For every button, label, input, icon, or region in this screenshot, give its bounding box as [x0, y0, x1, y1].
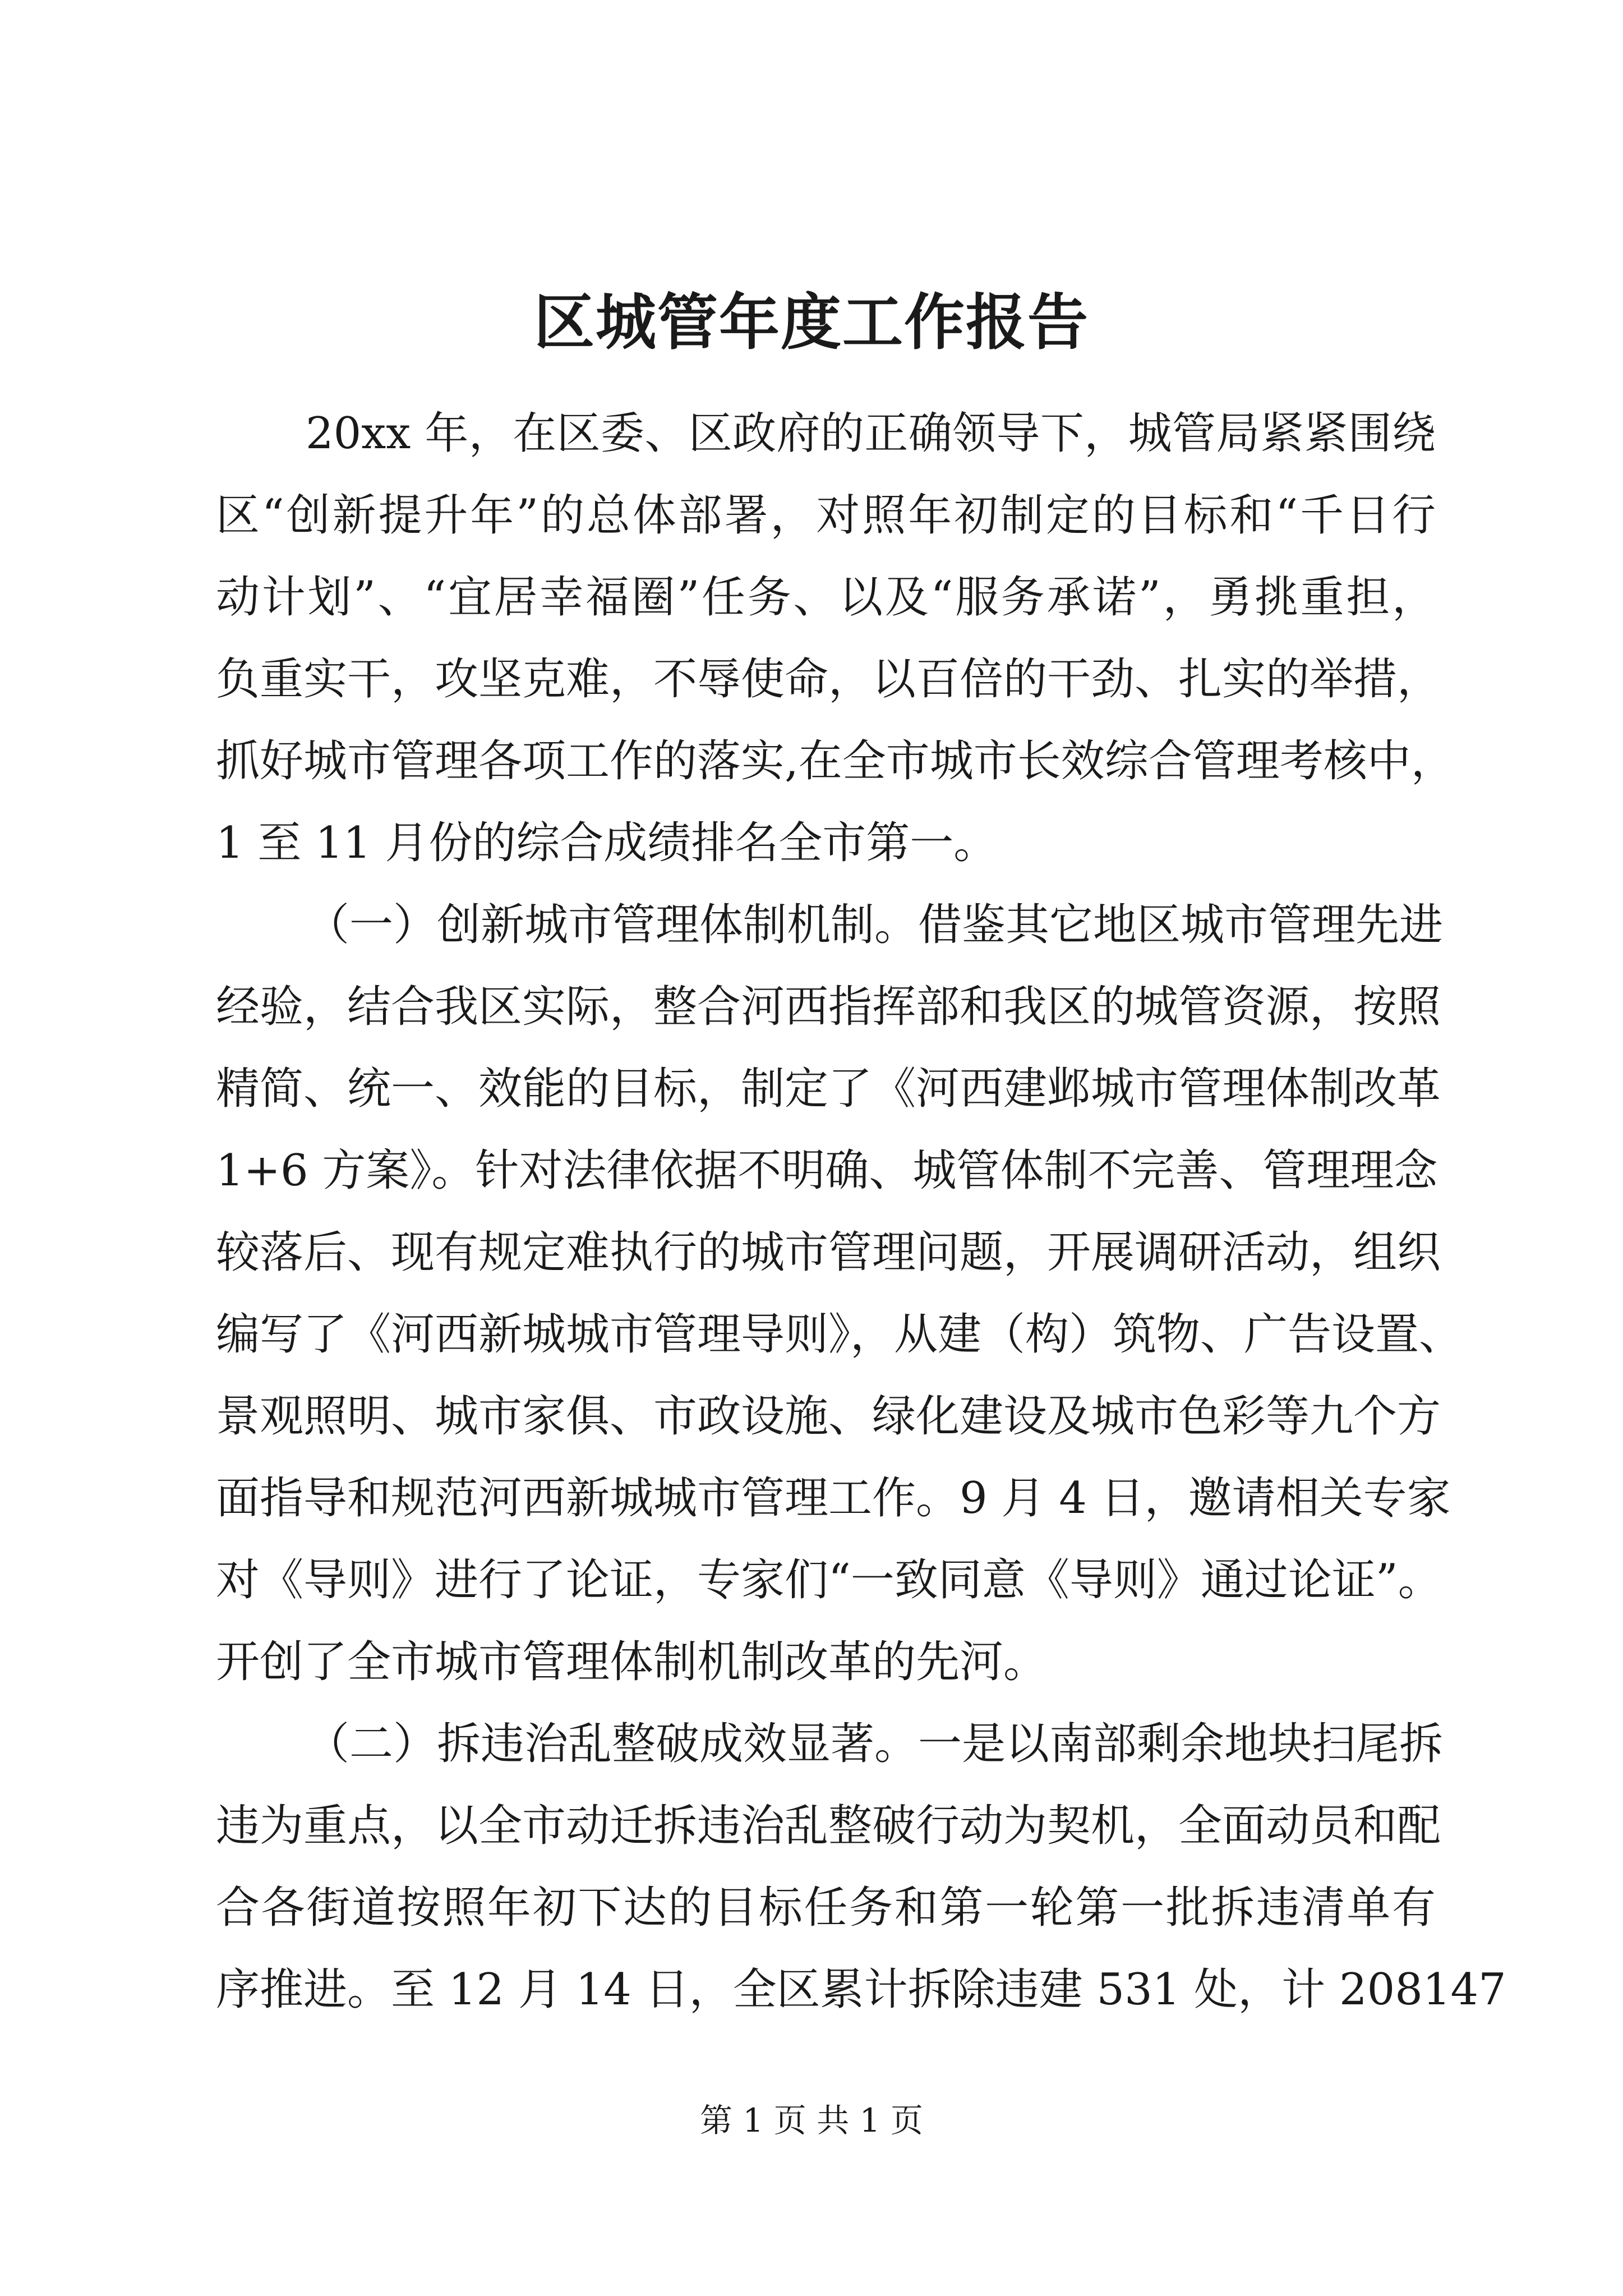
- text-line: 景观照明、城市家俱、市政设施、绿化建设及城市色彩等九个方: [216, 1391, 1441, 1442]
- document-body: [216, 393, 1506, 2031]
- text-line: 违为重点，以全市动迁拆违治乱整破行动为契机，全面动员和配: [216, 1801, 1441, 1851]
- text-line: 对《导则》进行了论证，专家们“一致同意《导则》通过论证”。: [216, 1555, 1442, 1605]
- text-line: 负重实干，攻坚克难，不辱使命，以百倍的干劲、扎实的举措，: [216, 654, 1441, 705]
- text-line: 区“创新提升年”的总体部署，对照年初制定的目标和“千日行: [216, 490, 1436, 541]
- text-line: 20xx 年，在区委、区政府的正确领导下，城管局紧紧围绕: [306, 408, 1436, 459]
- text-line: 编写了《河西新城城市管理导则》，从建（构）筑物、广告设置、: [216, 1309, 1463, 1360]
- text-line: 动计划”、“宜居幸福圈”任务、以及“服务承诺”，勇挑重担，: [216, 572, 1436, 623]
- text-line: 较落后、现有规定难执行的城市管理问题，开展调研活动，组织: [216, 1227, 1441, 1278]
- text-line: 1+6 方案》。针对法律依据不明确、城管体制不完善、管理理念: [216, 1145, 1438, 1196]
- text-line: （一）创新城市管理体制机制。借鉴其它地区城市管理先进: [306, 900, 1444, 950]
- text-line: （二）拆违治乱整破成效显著。一是以南部剩余地块扫尾拆: [306, 1719, 1444, 1769]
- text-line: 合各街道按照年初下达的目标任务和第一轮第一批拆违清单有: [216, 1883, 1436, 1933]
- text-line: 抓好城市管理各项工作的落实,在全市城市长效综合管理考核中，: [216, 736, 1455, 786]
- text-line: 开创了全市城市管理体制机制改革的先河。: [216, 1637, 1048, 1687]
- text-line: 经验，结合我区实际，整合河西指挥部和我区的城管资源，按照: [216, 982, 1441, 1032]
- text-line: 序推进。至 12 月 14 日，全区累计拆除违建 531 处，计 208147: [216, 1964, 1506, 2015]
- page-footer: 第 1 页 共 1 页: [700, 2101, 923, 2139]
- text-line: 精简、统一、效能的目标，制定了《河西建邺城市管理体制改革: [216, 1064, 1441, 1114]
- text-line: 面指导和规范河西新城城市管理工作。9 月 4 日，邀请相关专家: [216, 1473, 1451, 1524]
- document-title: 区城管年度工作报告: [533, 287, 1089, 358]
- text-line: 1 至 11 月份的综合成绩排名全市第一。: [216, 818, 998, 868]
